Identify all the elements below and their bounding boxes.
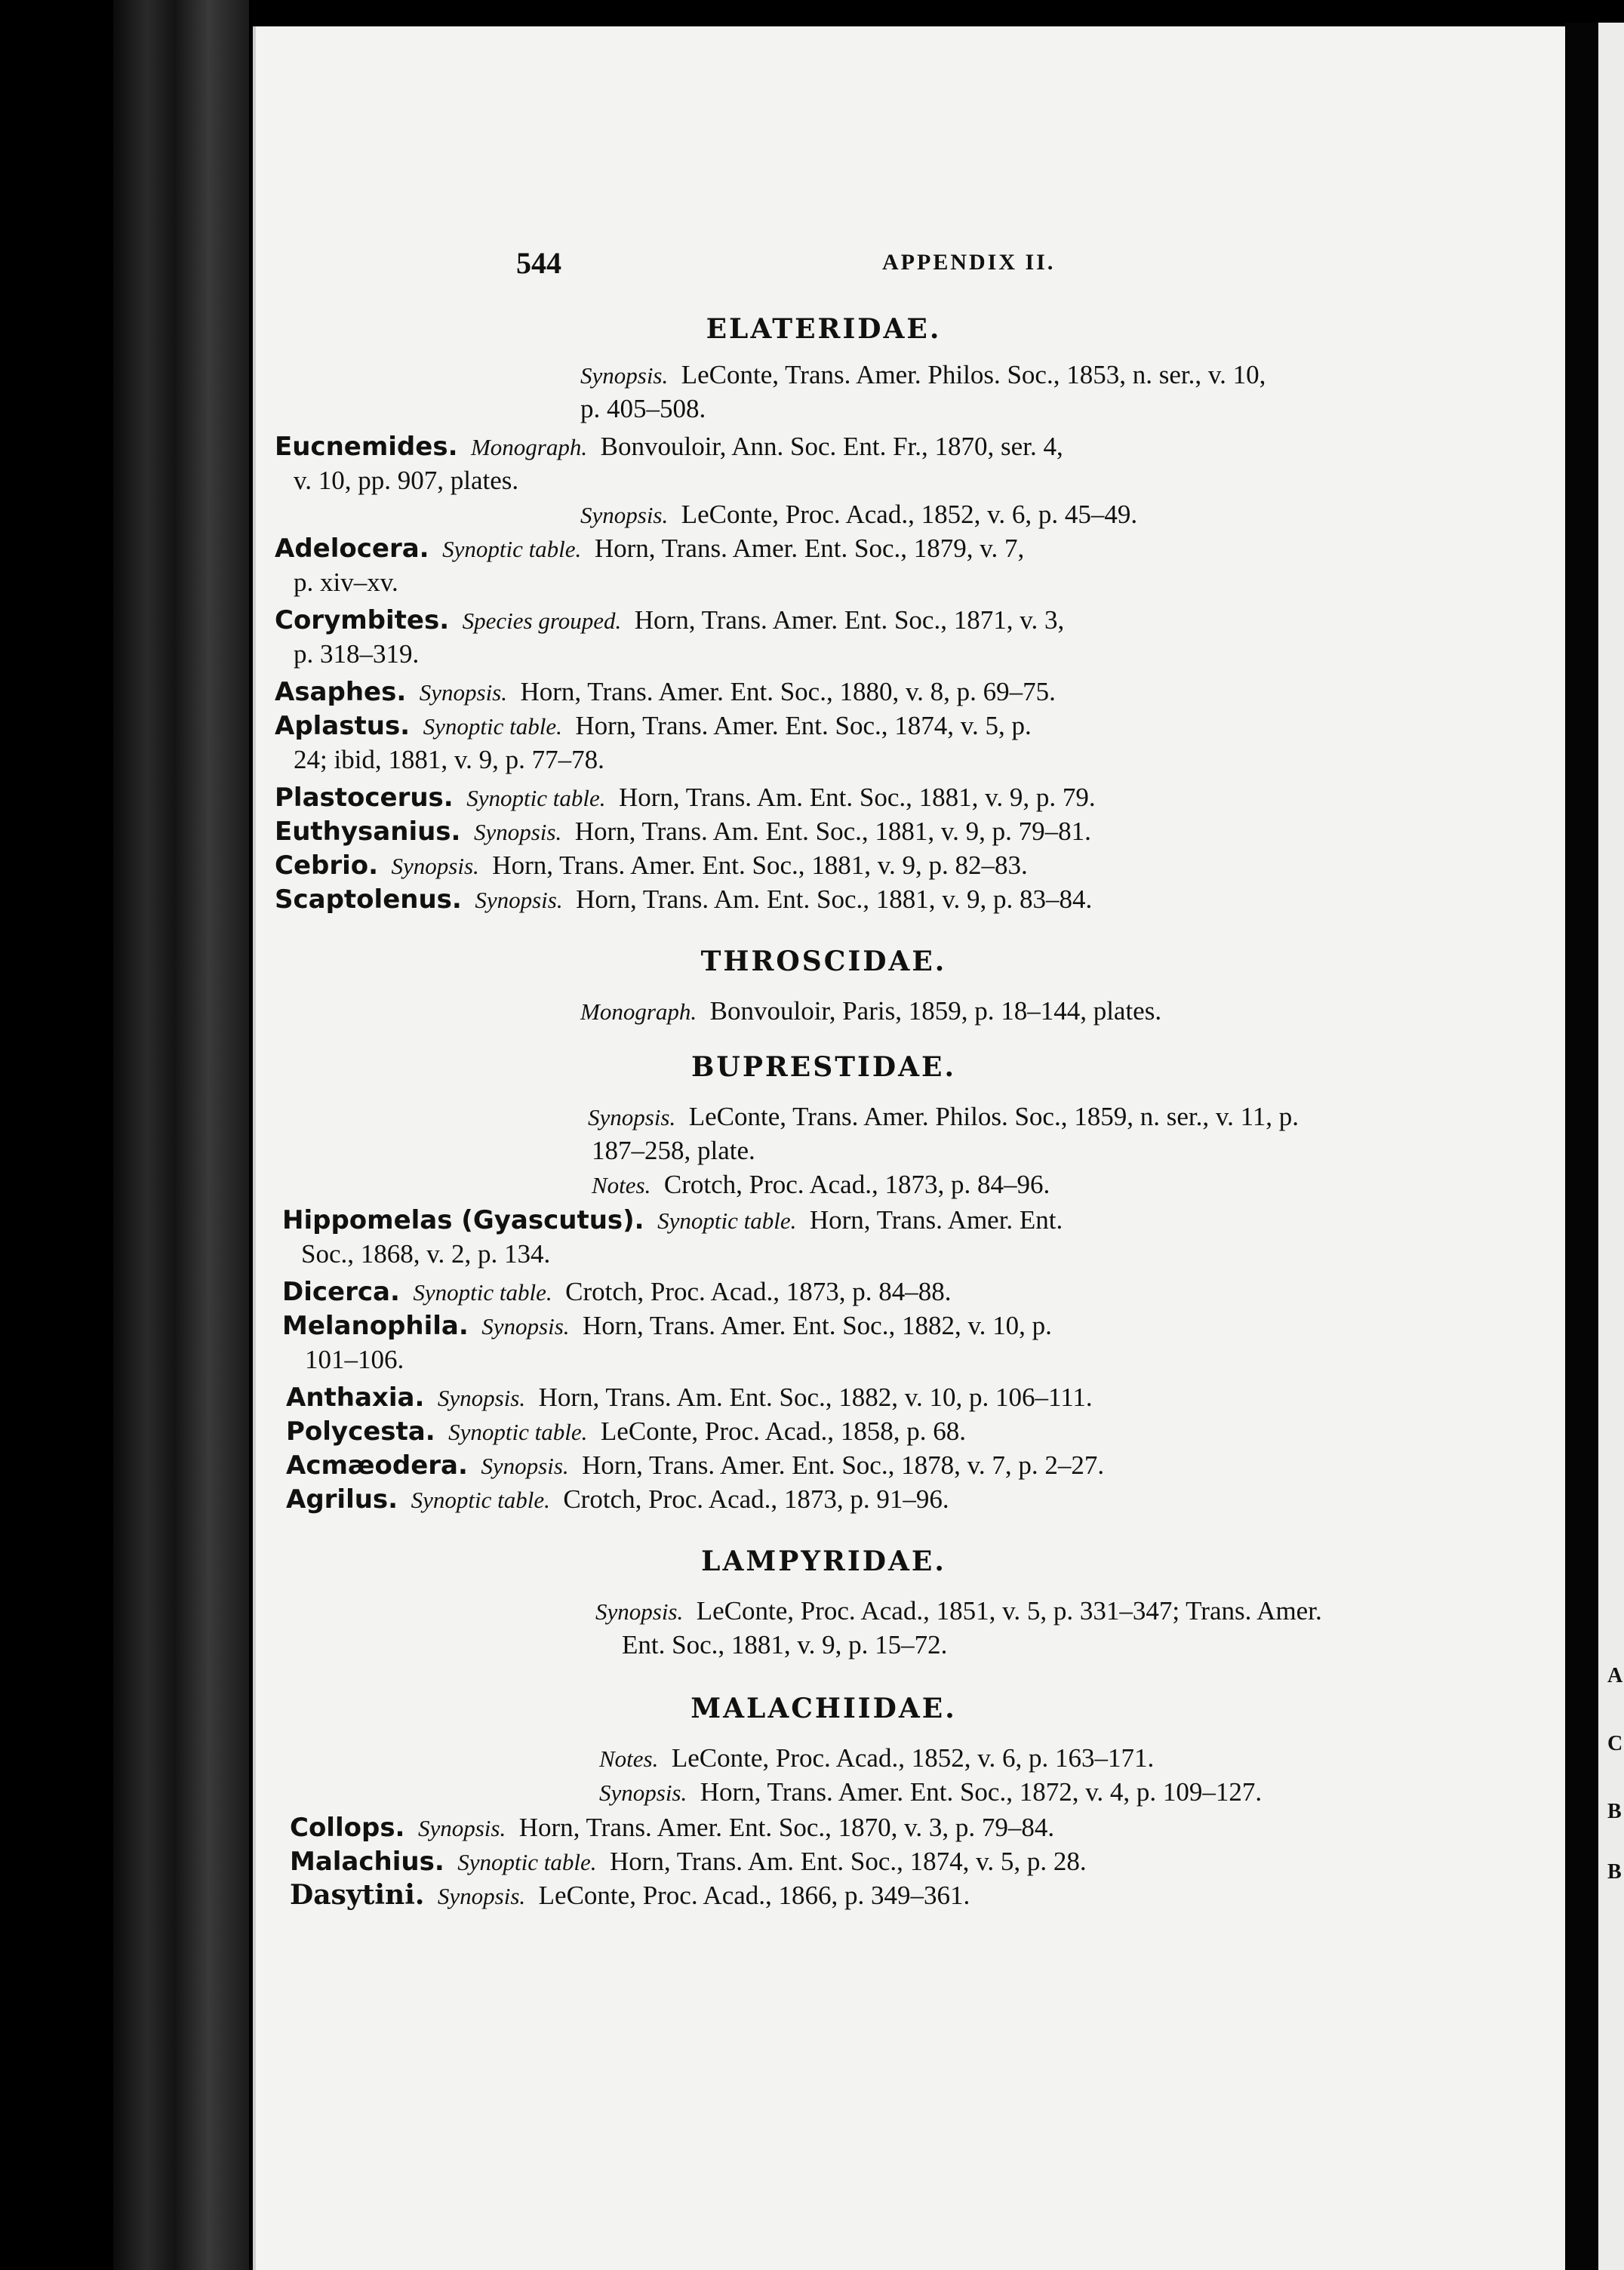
entry-genus: Acmæodera. bbox=[286, 1450, 468, 1481]
entry-kind: Synopsis. bbox=[481, 1313, 570, 1340]
section-malachiidae bbox=[256, 1693, 1565, 1724]
entry-kind: Synopsis. bbox=[481, 1453, 569, 1479]
entry-ref: LeConte, Proc. Acad., 1852, v. 6, p. 163–171. bbox=[671, 1743, 1155, 1773]
entry-ref: Horn, Trans. Am. Ent. Soc., 1881, v. 9, p. 79. bbox=[618, 783, 1096, 812]
facing-page-strip bbox=[1598, 23, 1624, 2270]
entry-kind: Synopsis. bbox=[580, 502, 669, 528]
entry bbox=[275, 430, 1063, 463]
entry-genus: Malachius. bbox=[290, 1847, 444, 1877]
page-number: 544 bbox=[516, 246, 561, 280]
entry bbox=[275, 604, 1064, 637]
section-title: MALACHIIDAE. bbox=[691, 1693, 957, 1724]
entry-kind: Monograph. bbox=[470, 434, 588, 460]
entry-continuation: 24; ibid, 1881, v. 9, p. 77–78. bbox=[294, 745, 604, 774]
entry-genus: Dasytini. bbox=[290, 1879, 425, 1911]
entry bbox=[592, 1168, 1050, 1201]
entry-kind: Synopsis. bbox=[475, 887, 563, 913]
entry-kind: Synopsis. bbox=[391, 853, 479, 879]
entry-genus: Adelocera. bbox=[275, 534, 429, 564]
entry bbox=[275, 781, 1096, 814]
entry-continuation: p. 405–508. bbox=[580, 394, 706, 423]
entry-ref: Crotch, Proc. Acad., 1873, p. 84–88. bbox=[565, 1277, 952, 1306]
entry-genus: Asaphes. bbox=[275, 677, 407, 707]
entry-ref: Horn, Trans. Amer. Ent. Soc., 1871, v. 3, bbox=[634, 605, 1065, 635]
entry-kind: Synopsis. bbox=[417, 1815, 506, 1841]
entry-continuation: p. 318–319. bbox=[294, 639, 420, 669]
entry-genus: Scaptolenus. bbox=[275, 884, 462, 915]
entry bbox=[275, 532, 1024, 565]
entry-continuation: Soc., 1868, v. 2, p. 134. bbox=[301, 1239, 551, 1269]
entry-genus: Aplastus. bbox=[275, 711, 411, 741]
entry-kind: Synopsis. bbox=[473, 819, 562, 845]
entry-genus: Dicerca. bbox=[282, 1277, 400, 1307]
entry bbox=[286, 1381, 1093, 1414]
entry-kind: Synoptic table. bbox=[448, 1419, 588, 1445]
entry-kind: Synopsis. bbox=[419, 679, 507, 706]
entry-kind: Synoptic table. bbox=[657, 1207, 797, 1234]
entry bbox=[595, 1595, 1322, 1628]
entry-ref: Horn, Trans. Amer. Ent. Soc., 1880, v. 8, p. 69–75. bbox=[520, 677, 1056, 706]
entry bbox=[275, 849, 1028, 882]
entry-genus: Plastocerus. bbox=[275, 783, 454, 813]
entry bbox=[275, 709, 1032, 743]
entry-ref: Horn, Trans. Amer. Ent. Soc., 1870, v. 3, p. 79–84. bbox=[518, 1813, 1055, 1842]
facing-page-letter: B bbox=[1607, 1800, 1622, 1823]
entry bbox=[286, 1449, 1104, 1482]
entry-ref: Horn, Trans. Amer. Ent. Soc., 1882, v. 10, p. bbox=[583, 1311, 1052, 1340]
entry-ref: LeConte, Proc. Acad., 1866, p. 349–361. bbox=[538, 1881, 970, 1910]
entry bbox=[286, 1415, 966, 1448]
entry-ref: Horn, Trans. Amer. Ent. Soc., 1872, v. 4, p. 109–127. bbox=[700, 1777, 1263, 1807]
entry-ref: LeConte, Proc. Acad., 1852, v. 6, p. 45–49. bbox=[681, 500, 1138, 529]
entry-ref: Bonvouloir, Paris, 1859, p. 18–144, plates. bbox=[709, 996, 1162, 1026]
entry-kind: Synoptic table. bbox=[457, 1849, 597, 1875]
section-throscidae bbox=[256, 946, 1565, 977]
entry-genus: Cebrio. bbox=[275, 850, 379, 881]
entry bbox=[580, 358, 1266, 392]
entry bbox=[290, 1879, 970, 1912]
facing-page-letter: C bbox=[1607, 1732, 1623, 1755]
entry bbox=[290, 1845, 1087, 1878]
entry-kind: Synopsis. bbox=[437, 1883, 526, 1909]
entry-ref: LeConte, Trans. Amer. Philos. Soc., 1859, n. ser., v. 11, p. bbox=[688, 1102, 1300, 1131]
entry-kind: Species grouped. bbox=[462, 607, 622, 634]
entry-continuation: v. 10, pp. 907, plates. bbox=[294, 466, 519, 495]
facing-page-letter: A bbox=[1607, 1664, 1623, 1687]
entry bbox=[580, 498, 1137, 531]
entry-continuation: 187–258, plate. bbox=[592, 1136, 755, 1165]
entry bbox=[599, 1776, 1262, 1809]
section-title: LAMPYRIDAE. bbox=[701, 1546, 946, 1577]
entry bbox=[275, 883, 1092, 916]
entry-kind: Synopsis. bbox=[595, 1598, 684, 1625]
entry-genus: Polycesta. bbox=[286, 1416, 435, 1447]
entry bbox=[599, 1742, 1154, 1775]
entry-kind: Notes. bbox=[599, 1746, 659, 1772]
section-title: ELATERIDAE. bbox=[706, 313, 942, 345]
entry-continuation: 101–106. bbox=[305, 1345, 404, 1374]
entry-genus: Agrilus. bbox=[286, 1484, 398, 1515]
entry-kind: Synoptic table. bbox=[411, 1487, 550, 1513]
entry-kind: Synoptic table. bbox=[442, 536, 582, 562]
section-elateridae bbox=[256, 313, 1565, 345]
entry-genus: Corymbites. bbox=[275, 605, 450, 635]
entry-ref: Horn, Trans. Am. Ent. Soc., 1881, v. 9, p. 83–84. bbox=[576, 884, 1093, 914]
entry bbox=[275, 675, 1056, 709]
entry-ref: Horn, Trans. Amer. Ent. Soc., 1879, v. 7, bbox=[594, 534, 1025, 563]
entry-kind: Synopsis. bbox=[580, 362, 669, 389]
entry-genus: Eucnemides. bbox=[275, 432, 458, 462]
entry bbox=[282, 1309, 1052, 1343]
entry-ref: LeConte, Trans. Amer. Philos. Soc., 1853, n. ser., v. 10, bbox=[681, 360, 1266, 389]
entry-kind: Synopsis. bbox=[599, 1779, 687, 1806]
entry-ref: Horn, Trans. Am. Ent. Soc., 1881, v. 9, p. 79–81. bbox=[574, 817, 1091, 846]
section-buprestidae bbox=[256, 1051, 1565, 1083]
entry-ref: Horn, Trans. Am. Ent. Soc., 1882, v. 10, p. 106–111. bbox=[538, 1383, 1093, 1412]
facing-page-letter: B bbox=[1607, 1860, 1622, 1884]
page-header bbox=[256, 245, 1565, 283]
entry bbox=[275, 815, 1091, 848]
book-page bbox=[253, 26, 1565, 2270]
entry bbox=[282, 1204, 1063, 1237]
entry-ref: Bonvouloir, Ann. Soc. Ent. Fr., 1870, ser. 4, bbox=[600, 432, 1063, 461]
entry bbox=[290, 1811, 1054, 1844]
entry-ref: Crotch, Proc. Acad., 1873, p. 91–96. bbox=[563, 1484, 949, 1514]
entry-kind: Synoptic table. bbox=[413, 1279, 552, 1306]
entry-ref: Horn, Trans. Amer. Ent. Soc., 1881, v. 9, p. 82–83. bbox=[492, 850, 1028, 880]
section-title: THROSCIDAE. bbox=[700, 946, 947, 977]
entry-ref: Horn, Trans. Am. Ent. Soc., 1874, v. 5, p. 28. bbox=[609, 1847, 1087, 1876]
entry bbox=[282, 1275, 951, 1309]
entry-continuation: Ent. Soc., 1881, v. 9, p. 15–72. bbox=[622, 1630, 948, 1659]
entry-kind: Monograph. bbox=[580, 998, 697, 1025]
entry-ref: Horn, Trans. Amer. Ent. bbox=[809, 1205, 1063, 1235]
entry bbox=[286, 1483, 949, 1516]
entry-genus: Melanophila. bbox=[282, 1311, 469, 1341]
entry-ref: Crotch, Proc. Acad., 1873, p. 84–96. bbox=[663, 1170, 1050, 1199]
section-lampyridae bbox=[256, 1546, 1565, 1577]
entry bbox=[580, 995, 1161, 1028]
entry-kind: Notes. bbox=[592, 1172, 651, 1198]
entry-genus: Euthysanius. bbox=[275, 817, 461, 847]
entry-genus: Collops. bbox=[290, 1813, 405, 1843]
entry-kind: Synoptic table. bbox=[423, 713, 562, 740]
entry-kind: Synopsis. bbox=[437, 1385, 526, 1411]
running-title: APPENDIX II. bbox=[882, 250, 1056, 275]
entry-ref: Horn, Trans. Amer. Ent. Soc., 1874, v. 5, p. bbox=[575, 711, 1032, 740]
entry-genus: Anthaxia. bbox=[286, 1383, 425, 1413]
entry bbox=[588, 1100, 1299, 1133]
section-title: BUPRESTIDAE. bbox=[691, 1051, 956, 1083]
entry-continuation: p. xiv–xv. bbox=[294, 568, 398, 597]
entry-genus: Hippomelas (Gyascutus). bbox=[282, 1205, 644, 1235]
entry-ref: LeConte, Proc. Acad., 1858, p. 68. bbox=[600, 1416, 966, 1446]
entry-ref: Horn, Trans. Amer. Ent. Soc., 1878, v. 7, p. 2–27. bbox=[582, 1450, 1105, 1480]
entry-kind: Synoptic table. bbox=[466, 785, 606, 811]
entry-ref: LeConte, Proc. Acad., 1851, v. 5, p. 331–347; Trans. Amer. bbox=[696, 1596, 1322, 1626]
entry-kind: Synopsis. bbox=[588, 1104, 676, 1130]
